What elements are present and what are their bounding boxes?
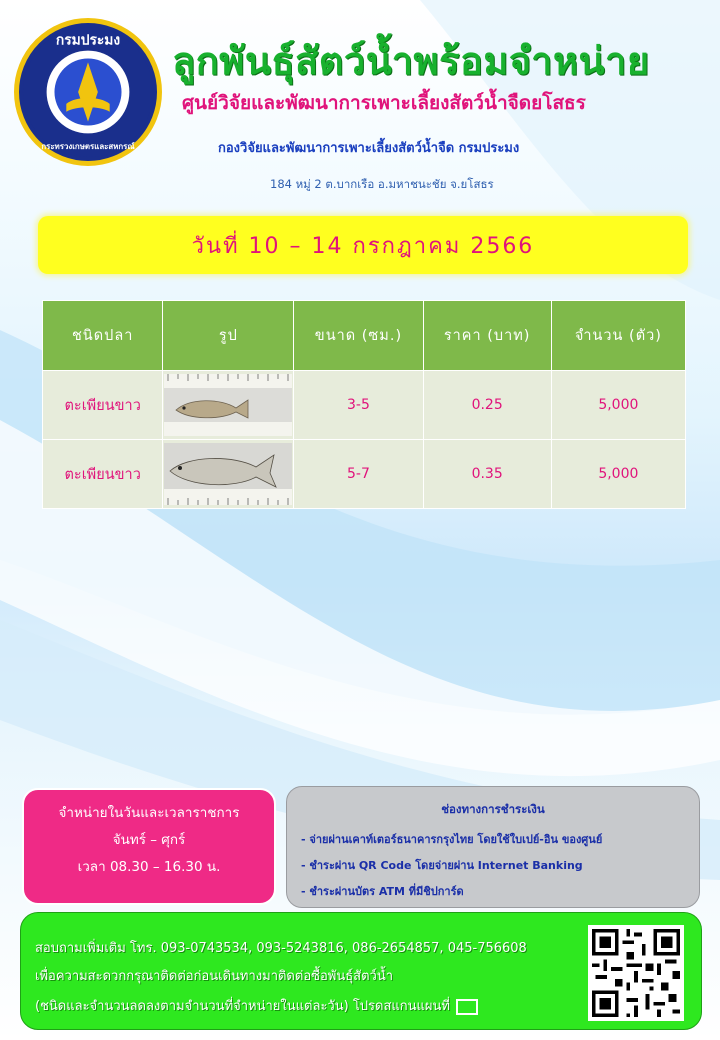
header-quantity: จำนวน (ตัว) — [551, 301, 685, 371]
table-row — [43, 371, 686, 440]
table-row — [43, 440, 686, 509]
fish-price: 0.35 — [423, 440, 551, 509]
fish-quantity: 5,000 — [551, 371, 685, 440]
payment-box — [286, 786, 700, 908]
logo-text-bottom: กระทรวงเกษตรและสหกรณ์ — [41, 142, 135, 152]
address: 184 หมู่ 2 ต.บากเรือ อ.มหาชนะชัย จ.ยโสธร — [270, 177, 494, 191]
table-header-row — [43, 301, 686, 371]
hours-line-3: เวลา 08.30 – 16.30 น. — [77, 859, 221, 875]
fish-name: ตะเพียนขาว — [43, 440, 163, 509]
fish-photo-cell — [163, 440, 294, 509]
sales-hours-box — [22, 788, 276, 905]
arrow-right-icon — [456, 999, 478, 1015]
payment-item: - ชำระผ่านบัตร ATM ที่มีชิปการ์ด — [301, 885, 464, 898]
fish-price: 0.25 — [423, 371, 551, 440]
hours-line-2: จันทร์ – ศุกร์ — [112, 832, 186, 848]
date-text: วันที่ 10 – 14 กรกฎาคม 2566 — [191, 233, 535, 259]
header-fish-type: ชนิดปลา — [43, 301, 163, 371]
header-price: ราคา (บาท) — [423, 301, 551, 371]
center-name: ศูนย์วิจัยและพัฒนาการเพาะเลี้ยงสัตว์น้ำจืดยโสธร — [182, 92, 586, 114]
header-size: ขนาด (ซม.) — [294, 301, 423, 371]
page-title: ลูกพันธุ์สัตว์น้ำพร้อมจำหน่าย — [172, 39, 650, 83]
department-name: กองวิจัยและพัฒนาการเพาะเลี้ยงสัตว์น้ำจืด กรมประมง — [218, 141, 520, 156]
contact-scan-note — [35, 995, 478, 1016]
fish-price-table — [42, 300, 686, 509]
logo-text-top: กรมประมง — [55, 32, 121, 49]
payment-item: - จ่ายผ่านเคาท์เตอร์ธนาคารกรุงไทย โดยใช้ใบเปย์-อิน ของศูนย์ — [301, 833, 603, 846]
header-picture: รูป — [163, 301, 294, 371]
contact-phone: สอบถามเพิ่มเติม โทร. 093-0743534, 093-5243816, 086-2654857, 045-756608 — [35, 941, 527, 956]
fish-photo — [164, 374, 292, 436]
fish-photo — [164, 443, 292, 505]
payment-list — [301, 827, 699, 905]
department-logo — [14, 18, 162, 166]
fish-quantity: 5,000 — [551, 440, 685, 509]
payment-heading: ช่องทางการชำระเงิน — [441, 802, 545, 816]
fish-name: ตะเพียนขาว — [43, 371, 163, 440]
contact-scan-text: (ชนิดและจำนวนลดลงตามจำนวนที่จำหน่ายในแต่ละวัน) โปรดสแกนแผนที่ — [35, 999, 451, 1014]
hours-line-1: จำหน่ายในวันและเวลาราชการ — [58, 805, 240, 821]
fish-size: 5-7 — [294, 440, 423, 509]
contact-note: เพื่อความสะดวกกรุณาติดต่อก่อนเดินทางมาติดต่อซื้อพันธุ์สัตว์น้ำ — [35, 969, 394, 984]
payment-item: - ชำระผ่าน QR Code โดยจ่ายผ่าน Internet Banking — [301, 859, 583, 872]
map-qr-code[interactable] — [588, 925, 684, 1021]
fish-size: 3-5 — [294, 371, 423, 440]
fish-photo-cell — [163, 371, 294, 440]
date-banner — [38, 216, 688, 274]
